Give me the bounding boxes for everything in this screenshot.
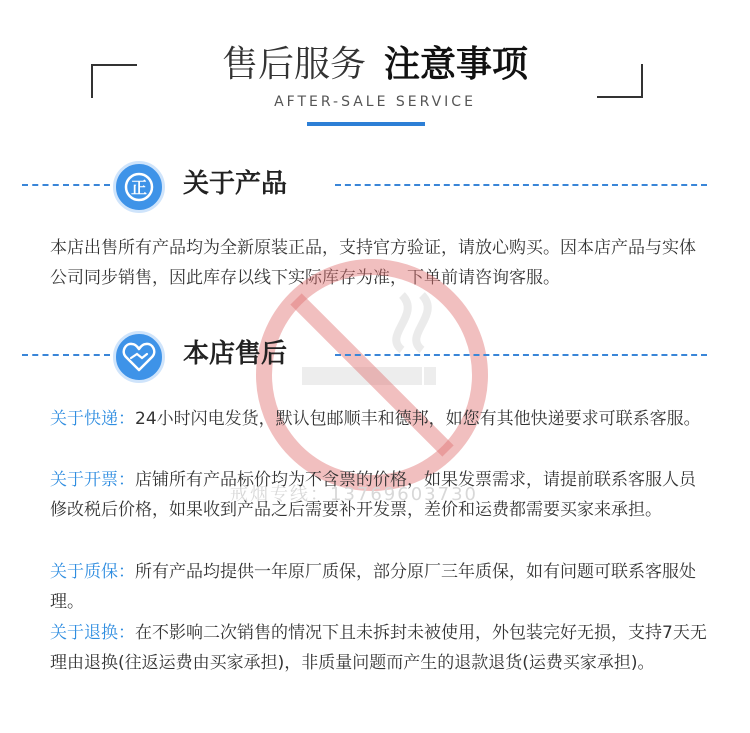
item-label: 关于开票： [50, 470, 135, 490]
section-divider-right [335, 354, 707, 356]
list-item-invoice [50, 465, 710, 525]
item-label: 关于快递： [50, 409, 135, 429]
item-label: 关于退换： [50, 623, 135, 643]
item-label: 关于质保： [50, 562, 135, 582]
item-text: 店铺所有产品标价均为不含票的价格，如果发票需求，请提前联系客服人员修改税后价格，如果收到产品之后需要补开发票，差价和运费都需要买家来承担。 [50, 470, 696, 520]
zheng-badge-icon [113, 161, 165, 213]
section-divider-left [22, 184, 110, 186]
zheng-badge-text: 正 [130, 178, 148, 197]
list-item-shipping [50, 404, 710, 434]
list-item-returns [50, 618, 710, 678]
list-item-warranty [50, 557, 710, 617]
section-divider-right [335, 184, 707, 186]
section-title-product: 关于产品 [183, 169, 288, 199]
section-title-aftersale: 本店售后 [183, 339, 288, 369]
page-title-bold: 注意事项 [384, 44, 529, 85]
item-text: 24小时闪电发货，默认包邮顺丰和德邦，如您有其他快递要求可联系客服。 [135, 409, 701, 429]
item-text: 在不影响二次销售的情况下且未拆封未被使用，外包装完好无损，支持7天无理由退换(往返运费由买家承担)，非质量问题而产生的退款退货(运费买家承担)。 [50, 623, 707, 673]
page-title-light: 售后服务 [221, 44, 366, 85]
heart-handshake-icon [113, 331, 165, 383]
page-subtitle: AFTER-SALE SERVICE [274, 94, 476, 110]
product-paragraph: 本店出售所有产品均为全新原装正品，支持官方验证，请放心购买。因本店产品与实体公司同步销售，因此库存以线下实际库存为准，下单前请咨询客服。 [50, 238, 696, 288]
item-text: 所有产品均提供一年原厂质保，部分原厂三年质保，如有问题可联系客服处理。 [50, 562, 696, 612]
section-divider-left [22, 354, 110, 356]
no-smoking-icon [252, 255, 492, 495]
watermark-text: 戒烟专线：13769603730 [230, 484, 478, 505]
title-underline [307, 122, 425, 126]
page-title [0, 40, 750, 90]
